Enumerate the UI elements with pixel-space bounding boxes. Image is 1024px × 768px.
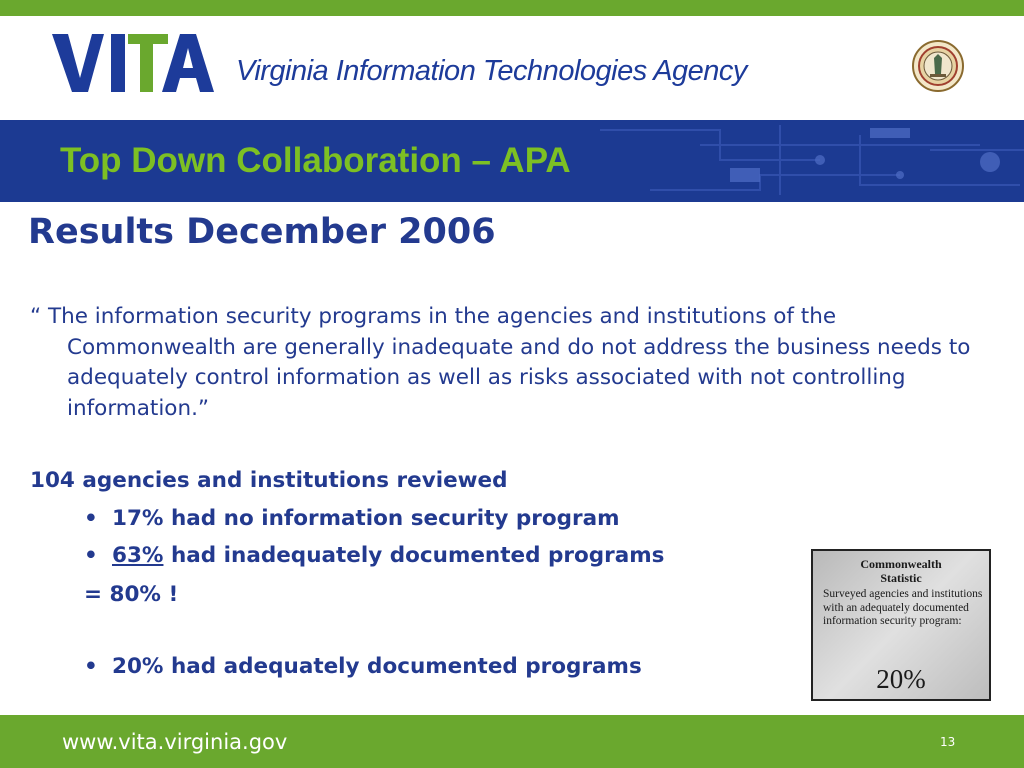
highlight-percent: 63% <box>112 543 164 568</box>
bullet-marker: • <box>84 543 98 568</box>
agency-name: Virginia Information Technologies Agency <box>236 55 747 87</box>
bullet-text: 17% had no information security program <box>112 506 620 531</box>
statistic-title <box>813 557 989 585</box>
statistic-title-line1: Commonwealth <box>860 557 942 571</box>
audit-quote: “ The information security programs in the agencies and institutions of the Commonwealth are generally inadequate and do not address the business needs to adequately control information as well as risks associated with not controlling information.” <box>30 304 971 421</box>
virginia-seal-icon <box>912 40 964 92</box>
bullet-text: 20% had adequately documented programs <box>112 654 642 679</box>
sum-total: = 80% ! <box>84 582 179 607</box>
results-heading: Results December 2006 <box>28 212 496 252</box>
page-number: 13 <box>940 735 956 749</box>
slide-title: Top Down Collaboration – APA <box>60 141 571 180</box>
bullet-adequate-programs <box>84 654 642 679</box>
footer-url: www.vita.virginia.gov <box>62 730 288 754</box>
bullet-inadequate-programs <box>84 543 664 568</box>
bullet-no-program <box>84 506 620 531</box>
statistic-description: Surveyed agencies and institutions with an adequately documented information security program: <box>823 588 983 628</box>
bullet-marker: • <box>84 654 98 679</box>
statistic-title-line2: Statistic <box>880 571 922 585</box>
bullet-text: had inadequately documented programs <box>163 543 665 568</box>
agencies-reviewed-heading: 104 agencies and institutions reviewed <box>30 468 508 493</box>
statistic-value: 20% <box>876 664 926 694</box>
commonwealth-statistic-box <box>811 549 991 701</box>
bullet-marker: • <box>84 506 98 531</box>
vita-logo <box>52 34 214 92</box>
top-accent-bar <box>0 0 1024 16</box>
